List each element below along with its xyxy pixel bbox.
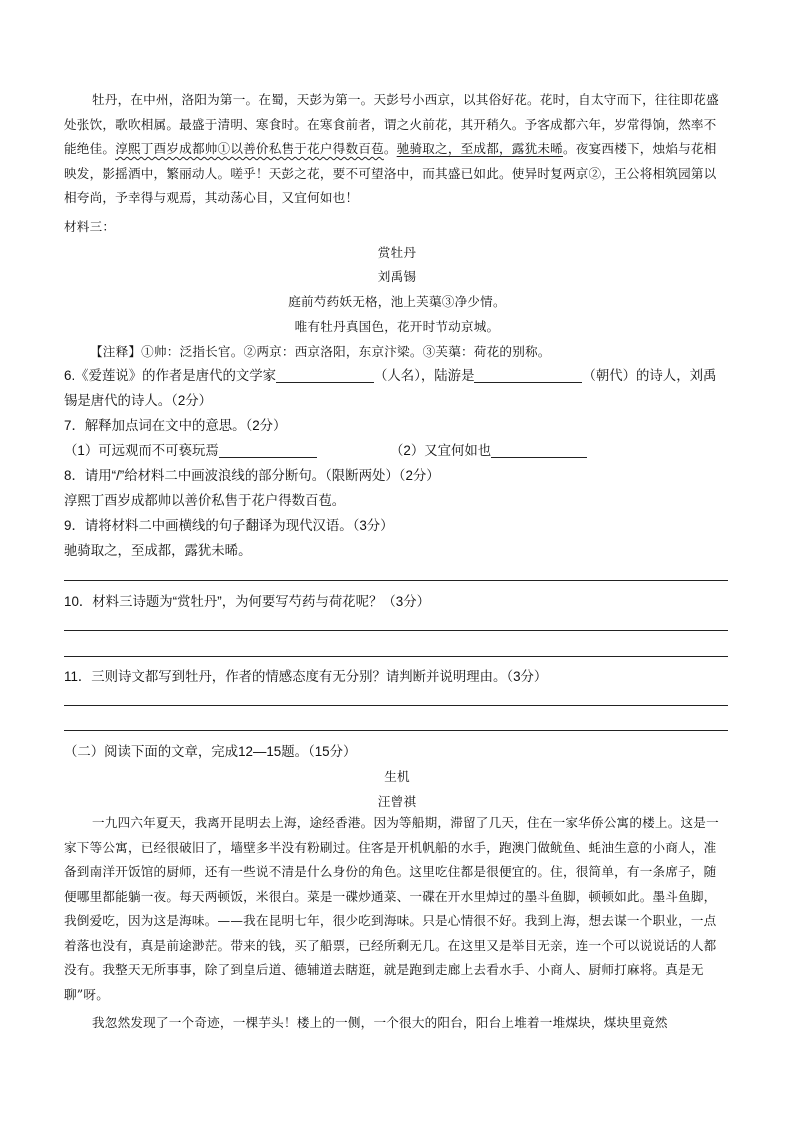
article-paragraph-2: 我忽然发现了一个奇迹，一棵芋头！楼上的一侧，一个很大的阳台，阳台上堆着一堆煤块，煤块里竟然 <box>92 1015 668 1030</box>
material2-text-c: 。夜宴西楼下，烛焰与花相映发，影摇酒中，繁丽动人。嗟乎！天彭之花，要不可望洛中，而其盛已如此。使异时复两京②，王公将相筑园第以相夸尚，予幸得与观焉，其动荡心目，又宜何如也！ <box>64 141 717 205</box>
article-paragraph-1: 一九四六年夏天，我离开昆明去上海，途经香港。因为等船期，滞留了几天，住在一家华侨公寓的楼上。这是一家下等公寓，已经很破旧了，墙壁多半没有粉刷过。住客是开机帆船的水手，跑澳门做鱿鱼、蚝油生意的小商人，准备到南洋开饭馆的厨师，还有一些说不清是什么身份的角色。这里吃住都是很便宜的。住，很简单，有一条席子，随便哪里都能躺一夜。每天两顿饭，米很白。菜是一碟炒通菜、一碟在开水里焯过的墨斗鱼脚，顿顿如此。墨斗鱼脚，我倒爱吃，因为这是海味。——我在昆明七年，很少吃到海味。只是心情很不好。我到上海，想去谋一个职业，一点着落也没有，真是前途渺茫。带来的钱，买了船票，已经所剩无几。在这里又是举目无亲，连一个可以说说话的人都没有。我整天无所事事，除了到皇后道、德辅道去瞎逛，就是跑到走廊上去看水手、小商人、厨师打麻将。真是无聊”呀。 <box>64 815 719 1002</box>
poem-line-2: 唯有牡丹真国色，花开时节动京城。 <box>294 319 500 334</box>
q6-text-b: （人名），陆游是 <box>374 368 475 383</box>
q7-1-text: （1）可远观而不可亵玩焉 <box>64 443 219 458</box>
poem-notes: 【注释】①帅：泛指长官。②两京：西京洛阳，东京汴梁。③芙蕖：荷花的别称。 <box>90 344 551 359</box>
section-2-heading: （二）阅读下面的文章，完成12—15题。（15分） <box>64 744 357 759</box>
q6-answer-blank-2[interactable] <box>474 368 582 383</box>
q11-answer-line-1[interactable] <box>64 705 728 706</box>
question-7-2 <box>390 440 587 459</box>
q6-text-a: 6.《爱莲说》的作者是唐代的文学家 <box>64 368 277 383</box>
article-title: 生机 <box>384 769 410 784</box>
q7-1-answer-blank[interactable] <box>219 443 317 458</box>
q9-answer-line[interactable] <box>64 580 728 581</box>
question-8: 8．请用“/”给材料二中画波浪线的部分断句。（限断两处）（2分） <box>64 468 440 483</box>
q7-2-text: （2）又宜何如也 <box>390 443 492 458</box>
q11-answer-line-2[interactable] <box>64 730 728 731</box>
question-9: 9．请将材料二中画横线的句子翻译为现代汉语。（3分） <box>64 518 394 533</box>
question-9-text: 驰骑取之，至成都，露犹未晞。 <box>64 543 252 558</box>
material2-underlined-sentence: 驰骑取之，至成都，露犹未晞 <box>396 141 563 156</box>
question-6-cont: 锡是唐代的诗人。（2分） <box>64 393 213 408</box>
question-6 <box>64 365 716 384</box>
q6-text-c: （朝代）的诗人，刘禹 <box>582 368 717 383</box>
poem-line-1: 庭前芍药妖无格，池上芙蕖③净少情。 <box>288 294 506 309</box>
question-8-text: 淳熙丁酉岁成都帅以善价私售于花户得数百苞。 <box>64 493 346 508</box>
q10-answer-line-1[interactable] <box>64 630 728 631</box>
poem-title: 赏牡丹 <box>377 245 417 260</box>
q10-answer-line-2[interactable] <box>64 656 728 657</box>
article-author: 汪曾祺 <box>377 794 417 809</box>
material2-wavy-underlined-sentence: 淳熙丁酉岁成都帅①以善价私售于花户得数百苞 <box>115 141 384 156</box>
q7-2-answer-blank[interactable] <box>491 443 587 458</box>
poem-author: 刘禹锡 <box>377 269 417 284</box>
q6-answer-blank-1[interactable] <box>276 368 374 383</box>
material2-text-a: 牡丹，在中州，洛阳为第一。在蜀，天彭为第一。天彭号小西京，以其俗好花。花时，自太守而下，往往即花盛处张饮，歌吹相属。最盛于清明、寒食时。在寒食前者，谓之火前花，其开稍久。予客成都六年，岁常得饷，然率不能绝佳。 <box>64 92 719 156</box>
material2-text-b: 。 <box>383 141 397 156</box>
question-11: 11．三则诗文都写到牡丹，作者的情感态度有无分别？请判断并说明理由。（3分） <box>64 669 548 684</box>
question-10: 10．材料三诗题为“赏牡丹”，为何要写芍药与荷花呢？（3分） <box>64 594 431 609</box>
material3-label: 材料三： <box>64 219 116 234</box>
material2-paragraph <box>64 88 728 211</box>
question-7-1 <box>64 440 317 459</box>
question-7: 7．解释加点词在文中的意思。（2分） <box>64 418 287 433</box>
